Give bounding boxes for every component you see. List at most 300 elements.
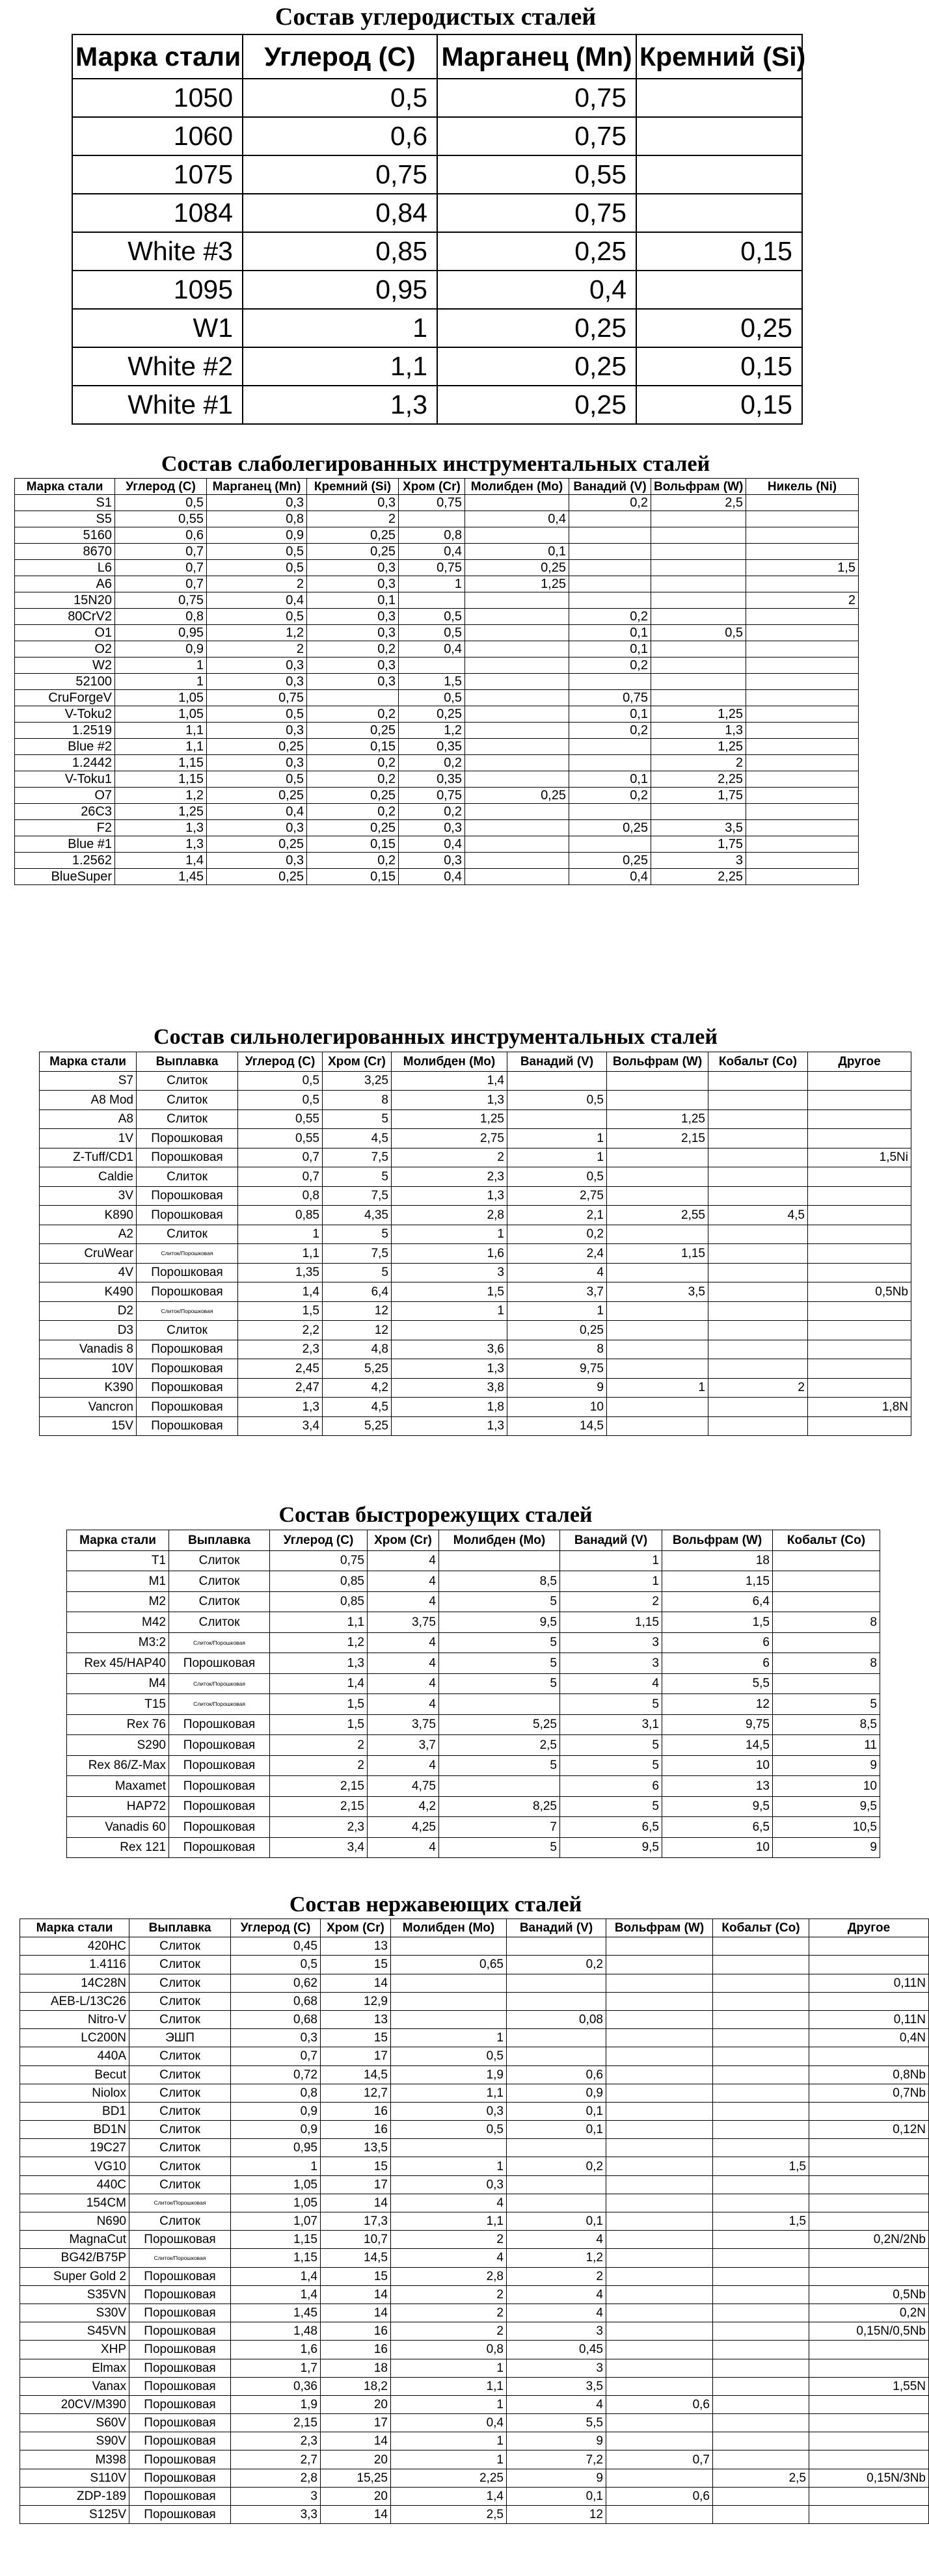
low-alloy-tool-steels-table — [14, 478, 859, 885]
value-cell: 2 — [507, 2267, 606, 2285]
value-cell: 5 — [439, 1653, 560, 1674]
value-cell: 1,55N — [809, 2377, 929, 2395]
value-cell: Слиток/Порошковая — [169, 1694, 270, 1715]
value-cell: 0,6 — [606, 2487, 713, 2505]
value-cell: 2,5 — [713, 2469, 809, 2487]
value-cell: 1 — [115, 657, 207, 674]
value-cell: 4,5 — [323, 1398, 392, 1417]
value-cell: 9,5 — [439, 1612, 560, 1633]
value-cell: 3,1 — [560, 1714, 662, 1735]
value-cell: 1,1 — [115, 723, 207, 739]
value-cell: 8 — [773, 1653, 880, 1674]
value-cell: 0,25 — [307, 788, 399, 804]
value-cell: 14 — [321, 2432, 391, 2450]
value-cell: 0,9 — [507, 2084, 606, 2102]
value-cell — [809, 2450, 929, 2469]
value-cell: 0,5 — [391, 2121, 507, 2139]
value-cell: 2 — [708, 1378, 808, 1398]
value-cell: Слиток — [137, 1167, 238, 1187]
value-cell — [606, 2304, 713, 2322]
value-cell: Порошковая — [129, 2432, 231, 2450]
value-cell: 0,1 — [307, 592, 399, 609]
value-cell: 0,35 — [399, 739, 465, 755]
value-cell: 0,9 — [115, 641, 207, 657]
value-cell: 1,4 — [115, 853, 207, 869]
value-cell: 18 — [321, 2359, 391, 2377]
value-cell: 1,15 — [662, 1571, 773, 1592]
value-cell: 5 — [560, 1694, 662, 1715]
value-cell: Порошковая — [169, 1837, 270, 1858]
value-cell — [808, 1091, 911, 1110]
value-cell: 1,3 — [392, 1416, 507, 1436]
table-row — [15, 690, 859, 706]
table-row — [20, 2139, 929, 2157]
value-cell: 0,4 — [399, 869, 465, 885]
value-cell — [746, 836, 859, 853]
value-cell — [465, 690, 569, 706]
value-cell — [809, 2249, 929, 2267]
table-row — [40, 1225, 911, 1244]
value-cell — [808, 1378, 911, 1398]
value-cell — [607, 1340, 708, 1359]
steel-grade-cell: K890 — [40, 1206, 137, 1225]
table-row — [20, 2121, 929, 2139]
value-cell: Порошковая — [129, 2304, 231, 2322]
value-cell: 1,48 — [231, 2322, 321, 2341]
value-cell: 0,3 — [207, 755, 307, 771]
value-cell: 3,6 — [392, 1340, 507, 1359]
steel-grade-cell: 1V — [40, 1129, 137, 1149]
value-cell: 0,5 — [207, 609, 307, 625]
value-cell — [465, 657, 569, 674]
value-cell: 6,4 — [323, 1282, 392, 1302]
value-cell: 0,2 — [569, 788, 651, 804]
value-cell: 0,3 — [207, 657, 307, 674]
column-header: Вольфрам (W) — [662, 1530, 773, 1551]
value-cell — [708, 1416, 808, 1436]
value-cell: 0,65 — [391, 1956, 507, 1974]
table-row — [67, 1755, 880, 1776]
value-cell: 0,25 — [437, 309, 636, 347]
steel-grade-cell: A8 Mod — [40, 1091, 137, 1110]
table-row — [15, 576, 859, 592]
value-cell — [606, 2175, 713, 2194]
value-cell: 5 — [439, 1591, 560, 1612]
table-row — [15, 836, 859, 853]
value-cell: 4 — [368, 1591, 439, 1612]
value-cell: 1,07 — [231, 2212, 321, 2231]
value-cell: 0,55 — [238, 1109, 323, 1129]
steel-grade-cell: Vanax — [20, 2377, 129, 2395]
value-cell: 10 — [507, 1398, 607, 1417]
value-cell — [636, 271, 802, 309]
value-cell: 1,25 — [607, 1109, 708, 1129]
value-cell: 0,9 — [231, 2121, 321, 2139]
value-cell: 1,4 — [231, 2285, 321, 2304]
value-cell: Порошковая — [137, 1282, 238, 1302]
value-cell: 0,85 — [243, 232, 437, 271]
value-cell: 0,4 — [569, 869, 651, 885]
column-header: Марка стали — [72, 34, 243, 79]
steel-grade-cell: Niolox — [20, 2084, 129, 2102]
steel-grade-cell: 5160 — [15, 527, 115, 544]
value-cell: Слиток — [129, 2139, 231, 2157]
value-cell: 2,2 — [238, 1321, 323, 1340]
steel-grade-cell: 52100 — [15, 674, 115, 690]
value-cell — [439, 1776, 560, 1797]
value-cell — [713, 2414, 809, 2432]
steel-grade-cell: Caldie — [40, 1167, 137, 1187]
value-cell: Слиток/Порошковая — [129, 2249, 231, 2267]
value-cell: 2,3 — [238, 1340, 323, 1359]
value-cell: 13 — [321, 2010, 391, 2028]
value-cell — [307, 690, 399, 706]
value-cell — [465, 836, 569, 853]
value-cell: Слиток/Порошковая — [169, 1673, 270, 1694]
value-cell: 16 — [321, 2121, 391, 2139]
value-cell: 1,05 — [115, 690, 207, 706]
value-cell: 14,5 — [662, 1735, 773, 1756]
value-cell: 0,3 — [307, 560, 399, 576]
value-cell — [713, 2139, 809, 2157]
value-cell: 0,2 — [307, 853, 399, 869]
value-cell — [606, 2029, 713, 2047]
value-cell: 0,4 — [207, 804, 307, 820]
value-cell — [399, 657, 465, 674]
value-cell: 2 — [391, 2304, 507, 2322]
value-cell — [636, 194, 802, 232]
value-cell: 0,5 — [231, 1956, 321, 1974]
table-row — [67, 1796, 880, 1817]
value-cell — [713, 2506, 809, 2524]
value-cell — [569, 544, 651, 560]
steel-grade-cell: BlueSuper — [15, 869, 115, 885]
value-cell — [708, 1244, 808, 1264]
value-cell: 15 — [321, 2029, 391, 2047]
value-cell — [809, 2359, 929, 2377]
table-row — [20, 2010, 929, 2028]
steel-grade-cell: A6 — [15, 576, 115, 592]
steel-grade-cell: BG42/B75P — [20, 2249, 129, 2267]
value-cell: 0,25 — [207, 836, 307, 853]
table-row — [15, 706, 859, 723]
value-cell: 1,3 — [243, 386, 437, 424]
value-cell: 0,2N — [809, 2304, 929, 2322]
value-cell: 0,2 — [307, 804, 399, 820]
steel-grade-cell: W1 — [72, 309, 243, 347]
value-cell: 10,5 — [773, 1817, 880, 1838]
value-cell — [607, 1071, 708, 1091]
value-cell — [507, 1992, 606, 2010]
steel-grade-cell: 80CrV2 — [15, 609, 115, 625]
value-cell: 1,9 — [391, 2065, 507, 2084]
value-cell: 2,3 — [231, 2432, 321, 2450]
table-row — [40, 1206, 911, 1225]
value-cell — [607, 1301, 708, 1321]
value-cell: 4 — [368, 1571, 439, 1592]
steel-grade-cell: S30V — [20, 2304, 129, 2322]
value-cell: 1 — [243, 309, 437, 347]
table-row — [67, 1694, 880, 1715]
steel-grade-cell: S7 — [40, 1071, 137, 1091]
value-cell: 0,1 — [507, 2212, 606, 2231]
value-cell: 5 — [323, 1263, 392, 1282]
value-cell: 18 — [662, 1550, 773, 1571]
value-cell: 1,2 — [270, 1632, 368, 1653]
value-cell: 0,84 — [243, 194, 437, 232]
table-row — [20, 2285, 929, 2304]
table-row — [20, 2414, 929, 2432]
value-cell: 15,25 — [321, 2469, 391, 2487]
value-cell — [808, 1263, 911, 1282]
table-row — [40, 1378, 911, 1398]
value-cell: 1,4 — [231, 2267, 321, 2285]
steel-grade-cell: VG10 — [20, 2157, 129, 2175]
value-cell — [606, 2341, 713, 2359]
value-cell — [439, 1694, 560, 1715]
value-cell: 0,5 — [238, 1091, 323, 1110]
value-cell: 1,5 — [662, 1612, 773, 1633]
steel-grade-cell: D2 — [40, 1301, 137, 1321]
value-cell — [713, 2487, 809, 2505]
stainless-steels-table — [20, 1919, 929, 2524]
value-cell: 2 — [270, 1755, 368, 1776]
value-cell — [636, 117, 802, 155]
table-row — [20, 2469, 929, 2487]
value-cell: 2,8 — [391, 2267, 507, 2285]
steel-grade-cell: 10V — [40, 1359, 137, 1379]
value-cell — [809, 2102, 929, 2120]
value-cell: 0,6 — [115, 527, 207, 544]
value-cell: 7,5 — [323, 1244, 392, 1264]
steel-grade-cell: S60V — [20, 2414, 129, 2432]
value-cell — [607, 1186, 708, 1206]
value-cell: 0,5 — [207, 706, 307, 723]
value-cell: 6 — [662, 1632, 773, 1653]
value-cell: 1,15 — [115, 755, 207, 771]
table-row — [15, 641, 859, 657]
value-cell: 1,6 — [392, 1244, 507, 1264]
value-cell: 1,3 — [238, 1398, 323, 1417]
value-cell: 2,15 — [231, 2414, 321, 2432]
column-header: Марка стали — [40, 1052, 137, 1072]
value-cell: 4 — [368, 1632, 439, 1653]
value-cell: Слиток — [137, 1225, 238, 1244]
steel-grade-cell: 1095 — [72, 271, 243, 309]
steel-grade-cell: 1075 — [72, 155, 243, 194]
steel-grade-cell: K490 — [40, 1282, 137, 1302]
value-cell — [773, 1673, 880, 1694]
value-cell: 17 — [321, 2414, 391, 2432]
value-cell: 1,5 — [392, 1282, 507, 1302]
value-cell: 14,5 — [507, 1416, 607, 1436]
table-row — [20, 2212, 929, 2231]
value-cell: 1,3 — [651, 723, 746, 739]
value-cell: 1,3 — [270, 1653, 368, 1674]
steel-grade-cell: Maxamet — [67, 1776, 169, 1797]
table-row — [67, 1550, 880, 1571]
table-row — [20, 2065, 929, 2084]
value-cell: 7,2 — [507, 2450, 606, 2469]
steel-grade-cell: S90V — [20, 2432, 129, 2450]
value-cell: 4 — [507, 1263, 607, 1282]
value-cell: 9 — [773, 1837, 880, 1858]
value-cell: Порошковая — [137, 1129, 238, 1149]
value-cell — [606, 2157, 713, 2175]
value-cell: 0,45 — [231, 1937, 321, 1956]
value-cell — [606, 1992, 713, 2010]
steel-grade-cell: 154CM — [20, 2194, 129, 2212]
value-cell — [607, 1263, 708, 1282]
value-cell: 0,62 — [231, 1974, 321, 1992]
value-cell: 0,2 — [307, 706, 399, 723]
value-cell: 0,25 — [207, 869, 307, 885]
value-cell: 5,5 — [507, 2414, 606, 2432]
value-cell — [607, 1091, 708, 1110]
column-header: Кобальт (Co) — [713, 1919, 809, 1937]
value-cell: 0,8 — [391, 2341, 507, 2359]
value-cell: 5 — [439, 1837, 560, 1858]
value-cell — [507, 2139, 606, 2157]
value-cell: 2,5 — [439, 1735, 560, 1756]
value-cell: 2,15 — [270, 1776, 368, 1797]
value-cell: 5,25 — [323, 1416, 392, 1436]
value-cell: 3,4 — [270, 1837, 368, 1858]
column-header: Никель (Ni) — [746, 479, 859, 495]
value-cell: 0,5 — [391, 2047, 507, 2065]
value-cell: 1,4 — [238, 1282, 323, 1302]
steel-grade-cell: Z-Tuff/CD1 — [40, 1148, 137, 1167]
table-row — [67, 1735, 880, 1756]
value-cell: 0,8 — [238, 1186, 323, 1206]
column-header: Другое — [809, 1919, 929, 1937]
value-cell: 4 — [507, 2231, 606, 2249]
table-row — [67, 1653, 880, 1674]
value-cell — [607, 1225, 708, 1244]
value-cell: Слиток — [129, 2102, 231, 2120]
value-cell: 10,7 — [321, 2231, 391, 2249]
value-cell: Слиток — [169, 1591, 270, 1612]
steel-grade-cell: Blue #1 — [15, 836, 115, 853]
value-cell: 10 — [662, 1755, 773, 1776]
value-cell — [465, 495, 569, 511]
value-cell: 1,1 — [391, 2212, 507, 2231]
value-cell: 9 — [773, 1755, 880, 1776]
value-cell: 0,1 — [569, 706, 651, 723]
value-cell: 12,9 — [321, 1992, 391, 2010]
value-cell: 2,45 — [238, 1359, 323, 1379]
steel-grade-cell: F2 — [15, 820, 115, 836]
value-cell: 0,3 — [399, 853, 465, 869]
value-cell: 0,1 — [507, 2102, 606, 2120]
value-cell — [708, 1109, 808, 1129]
value-cell — [713, 2065, 809, 2084]
value-cell: 13 — [662, 1776, 773, 1797]
value-cell: 1,2 — [507, 2249, 606, 2267]
steel-grade-cell: 26C3 — [15, 804, 115, 820]
column-header: Марка стали — [67, 1530, 169, 1551]
value-cell — [465, 804, 569, 820]
column-header: Марганец (Mn) — [437, 34, 636, 79]
value-cell: 1,15 — [231, 2249, 321, 2267]
value-cell — [651, 560, 746, 576]
value-cell: Слиток — [169, 1612, 270, 1633]
value-cell — [746, 771, 859, 788]
table-row — [67, 1591, 880, 1612]
value-cell: Слиток — [137, 1109, 238, 1129]
steel-grade-cell: CruForgeV — [15, 690, 115, 706]
steel-grade-cell: S110V — [20, 2469, 129, 2487]
value-cell: 2,75 — [507, 1186, 607, 1206]
value-cell — [746, 495, 859, 511]
value-cell: 4 — [368, 1694, 439, 1715]
table-row — [20, 2157, 929, 2175]
value-cell: 0,95 — [243, 271, 437, 309]
steel-grade-cell: S290 — [67, 1735, 169, 1756]
value-cell: 4 — [368, 1755, 439, 1776]
value-cell: Слиток — [129, 1937, 231, 1956]
value-cell: Порошковая — [129, 2414, 231, 2432]
value-cell: 3 — [231, 2487, 321, 2505]
value-cell: 0,4 — [207, 592, 307, 609]
value-cell — [606, 2377, 713, 2395]
value-cell: 1 — [231, 2157, 321, 2175]
value-cell: 14 — [321, 2506, 391, 2524]
value-cell: 2,4 — [507, 1244, 607, 1264]
value-cell — [713, 1937, 809, 1956]
table-row — [20, 2175, 929, 2194]
value-cell: 0,5 — [207, 771, 307, 788]
value-cell: 1 — [507, 1148, 607, 1167]
value-cell: 4,35 — [323, 1206, 392, 1225]
value-cell: Порошковая — [169, 1714, 270, 1735]
value-cell: Порошковая — [129, 2341, 231, 2359]
value-cell: 1 — [560, 1571, 662, 1592]
value-cell: 1 — [391, 2395, 507, 2413]
value-cell: Порошковая — [129, 2377, 231, 2395]
value-cell: 1 — [607, 1378, 708, 1398]
value-cell: 0,9 — [207, 527, 307, 544]
value-cell: Слиток — [169, 1571, 270, 1592]
value-cell: 8,5 — [439, 1571, 560, 1592]
steel-grade-cell: V-Toku1 — [15, 771, 115, 788]
steel-grade-cell: O7 — [15, 788, 115, 804]
value-cell — [808, 1109, 911, 1129]
value-cell — [708, 1225, 808, 1244]
value-cell: 2,75 — [392, 1129, 507, 1149]
value-cell: 4,25 — [368, 1817, 439, 1838]
value-cell: 5 — [323, 1109, 392, 1129]
value-cell: 0,2N/2Nb — [809, 2231, 929, 2249]
value-cell: 0,15N/3Nb — [809, 2469, 929, 2487]
value-cell: 3,3 — [231, 2506, 321, 2524]
value-cell — [651, 592, 746, 609]
value-cell — [809, 2341, 929, 2359]
value-cell: Порошковая — [137, 1148, 238, 1167]
value-cell — [606, 2506, 713, 2524]
value-cell: Слиток/Порошковая — [129, 2194, 231, 2212]
value-cell — [713, 1992, 809, 2010]
value-cell: 0,75 — [270, 1550, 368, 1571]
value-cell — [651, 804, 746, 820]
value-cell — [746, 804, 859, 820]
value-cell: 2 — [746, 592, 859, 609]
value-cell: 1 — [391, 2450, 507, 2469]
value-cell — [465, 625, 569, 641]
value-cell — [746, 853, 859, 869]
value-cell: 1,3 — [392, 1359, 507, 1379]
value-cell: 0,7Nb — [809, 2084, 929, 2102]
